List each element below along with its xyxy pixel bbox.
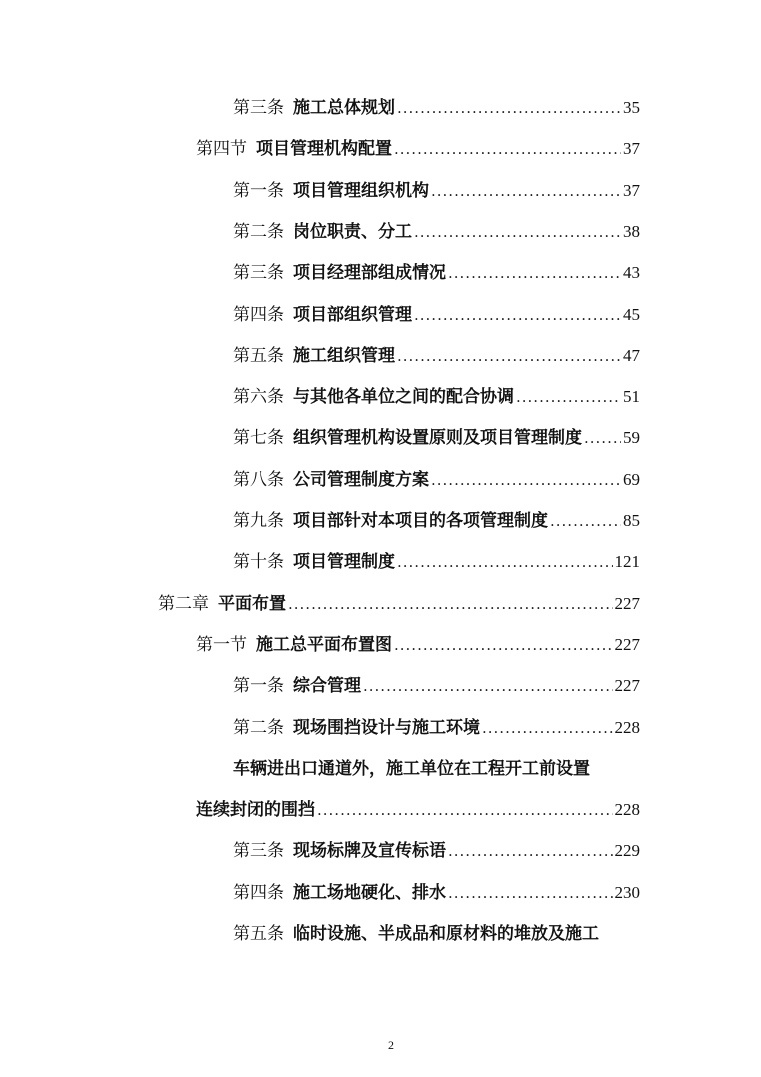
toc-entry[interactable] — [233, 837, 640, 865]
toc-entry-label: 第三条 — [233, 98, 284, 118]
toc-entry-page: 37 — [623, 139, 640, 159]
page-number: 2 — [388, 1038, 394, 1052]
toc-leader-dots — [288, 590, 613, 618]
toc-leader-dots — [397, 94, 621, 122]
toc-leader-dots — [394, 631, 613, 659]
toc-entry-title: 平面布置 — [218, 593, 286, 614]
toc-entry-page: 229 — [614, 841, 640, 861]
toc-leader-dots — [482, 714, 613, 742]
toc-entry-label: 第五条 — [233, 345, 284, 366]
toc-entry-title: 连续封闭的围挡 — [196, 800, 315, 821]
toc-entry-label: 第四节 — [196, 139, 247, 160]
toc-entry[interactable] — [233, 466, 640, 494]
toc-entry-title: 车辆进出口通道外，施工单位在工程开工前设置 — [233, 758, 590, 779]
toc-entry-title: 项目管理制度 — [293, 552, 395, 573]
toc-entry-title: 项目管理机构配置 — [256, 139, 392, 160]
toc-entry-page: 121 — [614, 552, 640, 572]
toc-entry-page: 227 — [614, 634, 640, 654]
toc-entry-label: 第三条 — [233, 263, 284, 284]
toc-entry-title: 现场标牌及宣传标语 — [293, 841, 446, 862]
toc-leader-dots — [397, 342, 621, 370]
toc-entry-title: 施工组织管理 — [293, 345, 395, 366]
toc-entry-title: 现场围挡设计与施工环境 — [293, 717, 480, 738]
toc-entry-page: 59 — [623, 428, 640, 448]
toc-entry-label: 第一条 — [233, 180, 284, 201]
toc-entry-label: 第四条 — [233, 304, 284, 325]
toc-entry[interactable] — [233, 879, 640, 907]
toc-entry[interactable] — [196, 135, 640, 163]
toc-entry[interactable] — [158, 590, 640, 618]
toc-entry-page: 228 — [614, 800, 640, 820]
toc-entry-title: 岗位职责、分工 — [293, 221, 412, 242]
toc-leader-dots — [414, 218, 621, 246]
toc-entry-page: 38 — [623, 221, 640, 241]
toc-leader-dots — [550, 507, 621, 535]
toc-entry-title: 施工总平面布置图 — [256, 634, 392, 655]
toc-entry[interactable] — [233, 507, 640, 535]
toc-entry-label: 第九条 — [233, 511, 284, 531]
toc-leader-dots — [397, 548, 613, 576]
toc-entry-label: 第四条 — [233, 882, 284, 903]
toc-entry-page: 43 — [623, 263, 640, 283]
toc-entry-title: 施工总体规划 — [293, 98, 395, 118]
toc-entry-page: 51 — [623, 387, 640, 407]
toc-entry-label: 第一节 — [196, 634, 247, 655]
toc-entry-page: 45 — [623, 304, 640, 324]
toc-entry-label: 第一条 — [233, 676, 284, 697]
toc-entry-page: 230 — [614, 882, 640, 902]
toc-entry-label: 第二条 — [233, 717, 284, 738]
toc-entry[interactable] — [196, 796, 640, 824]
toc-entry-label: 第二条 — [233, 221, 284, 242]
toc-leader-dots — [363, 672, 613, 700]
toc-entry[interactable] — [233, 383, 640, 411]
toc-leader-dots — [317, 796, 613, 824]
toc-entry-title: 项目部组织管理 — [293, 304, 412, 325]
toc-entry-label: 第七条 — [233, 428, 284, 449]
toc-entry[interactable] — [233, 672, 640, 700]
toc-entry[interactable] — [233, 259, 640, 287]
toc-entry-title: 与其他各单位之间的配合协调 — [293, 387, 514, 408]
toc-entry-label: 第十条 — [233, 552, 284, 573]
toc-entry-title: 项目部针对本项目的各项管理制度 — [293, 511, 548, 531]
toc-entry[interactable] — [233, 714, 640, 742]
toc-entry[interactable] — [233, 342, 640, 370]
toc-entry-page: 227 — [614, 676, 640, 696]
toc-entry[interactable] — [233, 424, 640, 452]
toc-entry-page: 85 — [623, 511, 640, 530]
toc-leader-dots — [448, 259, 621, 287]
toc-leader-dots — [516, 383, 621, 411]
toc-entry-page: 228 — [614, 717, 640, 737]
toc-entry-title: 施工场地硬化、排水 — [293, 882, 446, 903]
toc-entry-title: 临时设施、半成品和原材料的堆放及施工 — [293, 924, 599, 944]
toc-entry[interactable] — [233, 218, 640, 246]
toc-entry[interactable] — [233, 920, 640, 948]
toc-entry-title: 组织管理机构设置原则及项目管理制度 — [293, 428, 582, 449]
toc-entry-page: 35 — [623, 98, 640, 117]
toc-entry[interactable] — [233, 548, 640, 576]
toc-leader-dots — [448, 837, 613, 865]
toc-entry[interactable] — [233, 177, 640, 205]
toc-leader-dots — [414, 301, 621, 329]
toc-entry-label: 第六条 — [233, 387, 284, 408]
toc-leader-dots — [431, 466, 621, 494]
toc-leader-dots — [584, 424, 621, 452]
toc-entry-label: 第八条 — [233, 469, 284, 490]
toc-entry-page: 47 — [623, 345, 640, 365]
toc-entry-title: 项目管理组织机构 — [293, 180, 429, 201]
toc-entry-page: 69 — [623, 469, 640, 489]
toc-entry-title: 综合管理 — [293, 676, 361, 697]
toc-entry[interactable] — [233, 301, 640, 329]
toc-entry-page: 227 — [614, 593, 640, 613]
toc-entry-label: 第五条 — [233, 924, 284, 944]
toc-entry[interactable] — [196, 631, 640, 659]
toc-entry[interactable] — [233, 755, 640, 783]
toc-entry-label: 第三条 — [233, 841, 284, 862]
toc-entry-page: 37 — [623, 180, 640, 200]
toc-entry-title: 项目经理部组成情况 — [293, 263, 446, 284]
toc-leader-dots — [394, 135, 621, 163]
toc-entry-label: 第二章 — [158, 593, 209, 614]
toc-entry-title: 公司管理制度方案 — [293, 469, 429, 490]
toc-leader-dots — [448, 879, 613, 907]
toc-entry[interactable] — [233, 94, 640, 122]
toc-leader-dots — [431, 177, 621, 205]
